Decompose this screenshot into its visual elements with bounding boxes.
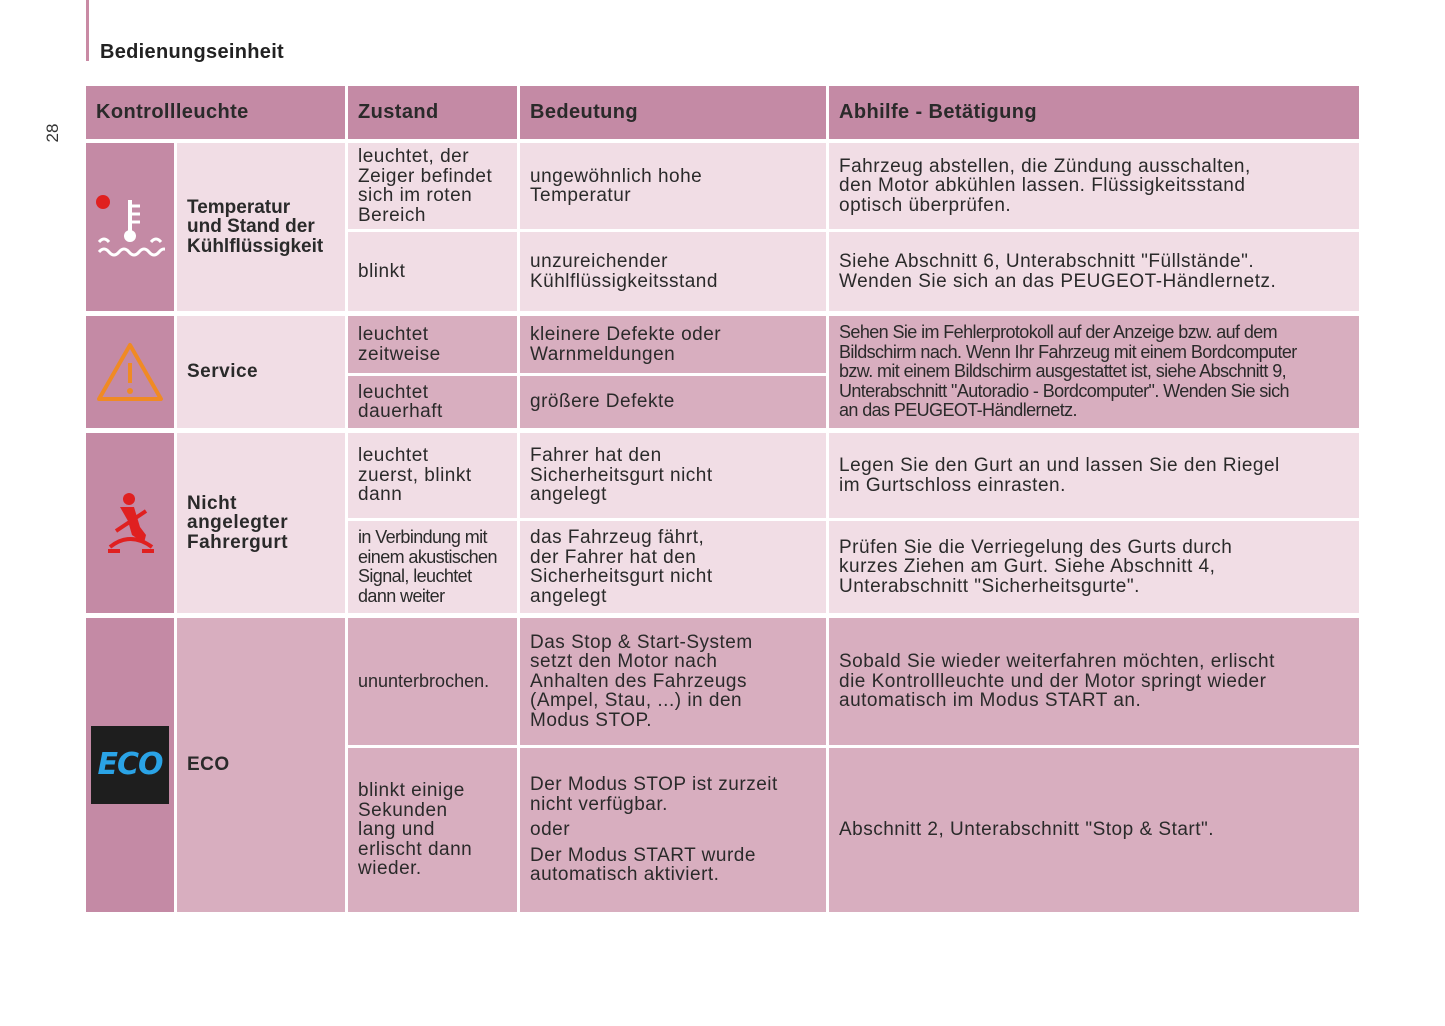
action-cell: Sehen Sie im Fehlerprotokoll auf der Anzeige bzw. auf dem Bildschirm nach. Wenn Ihr Fahrzeug mit einem Bordcomputer bzw. mit einem Bildschirm ausgestattet ist, siehe Abschnitt 9, Unterabschnitt "Autoradio - Bordcomputer". Wenden Sie sich an das PEUGEOT-Händlernetz. (829, 316, 1359, 428)
group-label-seatbelt: Nicht angelegter Fahrergurt (177, 433, 345, 613)
state-cell: blinkt einige Sekunden lang und erlischt dann wieder. (348, 748, 517, 912)
margin-rule (86, 0, 89, 61)
meaning-cell: Der Modus STOP ist zurzeit nicht verfügbar. oder Der Modus START wurde automatisch aktiviert. (520, 748, 826, 912)
meaning-cell: kleinere Defekte oder Warnmeldungen (520, 316, 826, 373)
state-cell: ununterbrochen. (348, 618, 517, 745)
state-cell: leuchtet dauerhaft (348, 376, 517, 428)
state-cell: in Verbindung mit einem akustischen Signal, leuchtet dann weiter (348, 521, 517, 613)
state-cell: leuchtet zeitweise (348, 316, 517, 373)
meaning-cell: ungewöhnlich hohe Temperatur (520, 143, 826, 229)
page-number: 28 (43, 123, 62, 143)
meaning-cell: unzureichender Kühlflüssigkeitsstand (520, 232, 826, 311)
action-cell: Fahrzeug abstellen, die Zündung ausschalten, den Motor abkühlen lassen. Flüssigkeitsstand optisch überprüfen. (829, 143, 1359, 229)
seatbelt-icon-cell (86, 433, 174, 613)
column-header-zustand: Zustand (348, 86, 517, 139)
meaning-cell: größere Defekte (520, 376, 826, 428)
meaning-cell: Das Stop & Start-System setzt den Motor nach Anhalten des Fahrzeugs (Ampel, Stau, ...) in den Modus STOP. (520, 618, 826, 745)
group-label-service: Service (177, 316, 345, 428)
meaning-cell: Fahrer hat den Sicherheitsgurt nicht angelegt (520, 433, 826, 518)
action-cell: Prüfen Sie die Verriegelung des Gurts durch kurzes Ziehen am Gurt. Siehe Abschnitt 4, Unterabschnitt "Sicherheitsgurte". (829, 521, 1359, 613)
eco-icon: ECO (91, 726, 169, 804)
meaning-cell: das Fahrzeug fährt, der Fahrer hat den Sicherheitsgurt nicht angelegt (520, 521, 826, 613)
service-icon-cell (86, 316, 174, 428)
column-header-abhilfe: Abhilfe - Betätigung (829, 86, 1359, 139)
column-header-kontrollleuchte: Kontrollleuchte (86, 86, 345, 139)
group-label-eco: ECO (177, 618, 345, 912)
seatbelt-icon (102, 491, 158, 555)
action-cell: Siehe Abschnitt 6, Unterabschnitt "Füllstände". Wenden Sie sich an das PEUGEOT-Händlernetz. (829, 232, 1359, 311)
action-cell: Sobald Sie wieder weiterfahren möchten, erlischt die Kontrollleuchte und der Motor springt wieder automatisch im Modus START an. (829, 618, 1359, 745)
action-cell: Abschnitt 2, Unterabschnitt "Stop & Start". (829, 748, 1359, 912)
state-cell: leuchtet, der Zeiger befindet sich im roten Bereich (348, 143, 517, 229)
section-title: Bedienungseinheit (100, 41, 285, 63)
state-cell: leuchtet zuerst, blinkt dann (348, 433, 517, 518)
eco-icon-cell (86, 618, 174, 912)
group-label-temperature: Temperatur und Stand der Kühlflüssigkeit (177, 143, 345, 311)
column-header-bedeutung: Bedeutung (520, 86, 826, 139)
action-cell: Legen Sie den Gurt an und lassen Sie den Riegel im Gurtschloss einrasten. (829, 433, 1359, 518)
state-cell: blinkt (348, 232, 517, 311)
coolant-temperature-icon (95, 192, 165, 262)
warning-triangle-icon (95, 341, 165, 403)
coolant-icon-cell (86, 143, 174, 311)
